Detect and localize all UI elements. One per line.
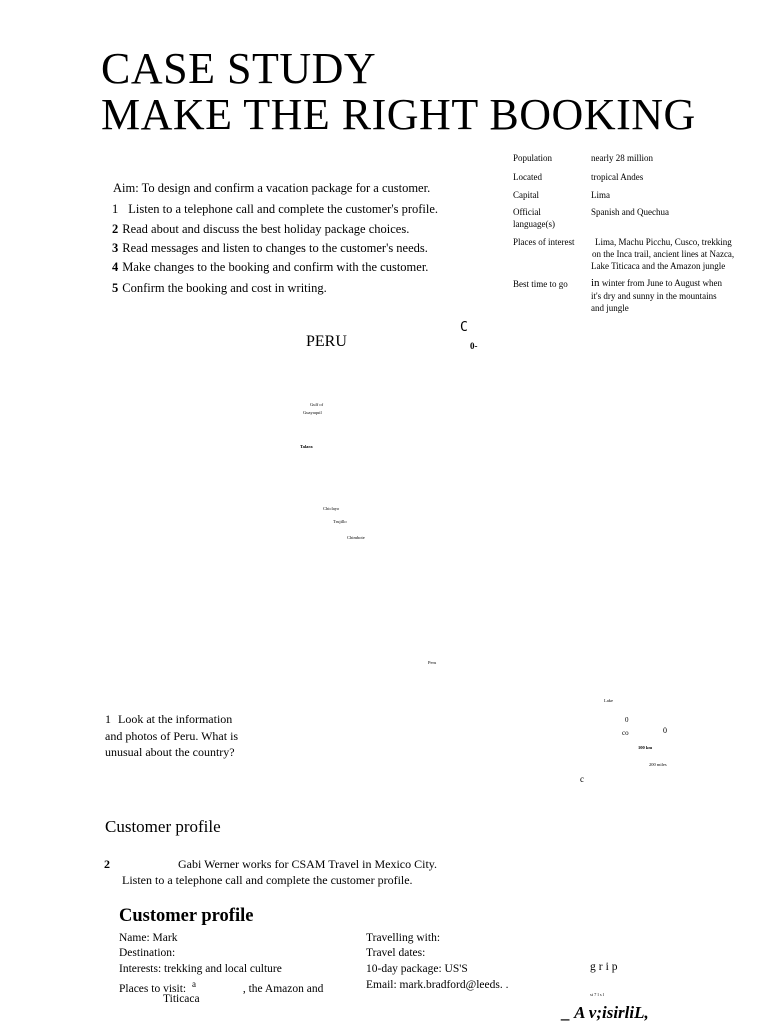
task-2-text-2: Listen to a telephone call and complete the customer profile. (122, 873, 413, 887)
profile-places-a: a (191, 979, 196, 989)
map-country-label: PERU (306, 333, 347, 350)
info-label-capital: Capital (513, 190, 539, 200)
section-heading-customer-profile: Customer profile (105, 817, 221, 836)
task-item (112, 281, 327, 296)
profile-places-rest: , the Amazon and (242, 982, 324, 995)
profile-destination: Destination: (119, 947, 176, 959)
task-text: Listen to a telephone call and complete the customer's profile. (128, 202, 439, 216)
map-label-peru-small: Peru (428, 660, 437, 665)
question-1-number: 1 (105, 712, 111, 726)
corner-small-text: st 7 l s l (590, 992, 605, 997)
task-number: 1 (112, 202, 119, 216)
map-label-zero-1: 0 (625, 716, 629, 724)
info-label-places: Places of interest (513, 237, 575, 247)
info-value-places-3: Lake Titicaca and the Amazon jungle (591, 261, 726, 271)
profile-interests: Interests: trekking and local culture (119, 963, 282, 975)
info-label-best-time: Best time to go (513, 279, 568, 289)
profile-places (119, 979, 323, 995)
task-text: Read messages and listen to changes to the customer's needs. (122, 241, 428, 255)
profile-name: Name: Mark (119, 932, 178, 944)
info-label-located: Located (513, 172, 542, 182)
info-value-places-1: Lima, Machu Picchu, Cusco, trekking (595, 237, 732, 247)
corner-text-visirlil: _ A v;isirliL, (562, 1003, 649, 1022)
task-number: 5 (112, 281, 119, 295)
map-label-gulf: Gulf of (310, 402, 324, 407)
profile-places-line-2: Titicaca (163, 993, 200, 1005)
corner-text-grip: grip (590, 961, 621, 973)
info-value-best-time-3: and jungle (591, 303, 629, 313)
map-label-lake: Lake (604, 698, 613, 703)
task-text: Make changes to the booking and confirm with the customer. (122, 260, 429, 274)
info-value-population: nearly 28 million (591, 153, 653, 163)
profile-travelling-with: Travelling with: (366, 932, 441, 944)
task-item (112, 260, 428, 275)
best-time-in: in (591, 277, 600, 289)
task-2-number: 2 (104, 857, 110, 871)
map-label-talara: Talara (300, 444, 313, 449)
info-value-places-2: on the Inca trail, ancient lines at Nazca, (592, 249, 735, 259)
profile-travel-dates: Travel dates: (366, 947, 426, 959)
task-2-line-1 (104, 856, 524, 872)
task-text: Read about and discuss the best holiday package choices. (122, 222, 410, 236)
map-label-chiclayo: Chiclayo (323, 506, 340, 511)
task-2 (104, 856, 524, 888)
task-2-text-1: Gabi Werner works for CSAM Travel in Mexico City. (178, 857, 438, 871)
profile-email: Email: mark.bradford@leeds. . (366, 979, 509, 991)
map-label-c: c (580, 774, 584, 784)
task-item (112, 241, 428, 256)
task-item (112, 202, 438, 217)
profile-package: 10-day package: US'S (366, 963, 468, 975)
map-label-zero-2: 0 (663, 726, 667, 735)
task-text: Confirm the booking and cost in writing. (122, 281, 327, 295)
task-number: 2 (112, 222, 119, 236)
info-value-best-time-1 (591, 277, 722, 289)
info-value-capital: Lima (591, 190, 610, 200)
map-label-co: co (622, 729, 629, 737)
map-label-chimbote: Chimbote (347, 535, 365, 540)
page-title-line-2: MAKE THE RIGHT BOOKING (101, 90, 696, 139)
map-label-guayaquil: Guayaquil (303, 410, 322, 415)
page-title-line-1: CASE STUDY (101, 44, 377, 93)
info-value-languages: Spanish and Quechua (591, 207, 669, 217)
best-time-text: winter from June to August when (599, 278, 723, 288)
question-1-text: Look at the information and photos of Peru. What is unusual about the country? (105, 712, 239, 759)
task-number: 3 (112, 241, 119, 255)
info-value-best-time-2: it's dry and sunny in the mountains (591, 291, 717, 301)
question-1 (105, 711, 245, 761)
info-label-languages-2: language(s) (513, 219, 555, 229)
info-value-located: tropical Andes (591, 172, 644, 182)
map-scale-miles: 200 miles (649, 762, 667, 767)
aim-text: Aim: To design and confirm a vacation package for a customer. (113, 181, 431, 195)
map-scale-km: 100 km (638, 745, 653, 750)
info-label-languages-1: Official (513, 207, 541, 217)
customer-profile-title: Customer profile (119, 906, 254, 926)
map-mark-0: 0- (470, 341, 478, 351)
profile-places-prefix: Places to visit: (119, 982, 187, 995)
map-label-trujillo: Trujillo (333, 519, 347, 524)
info-label-population: Population (513, 153, 553, 163)
map-mark-c: C (460, 320, 468, 335)
task-number: 4 (112, 260, 119, 274)
task-item (112, 222, 409, 237)
